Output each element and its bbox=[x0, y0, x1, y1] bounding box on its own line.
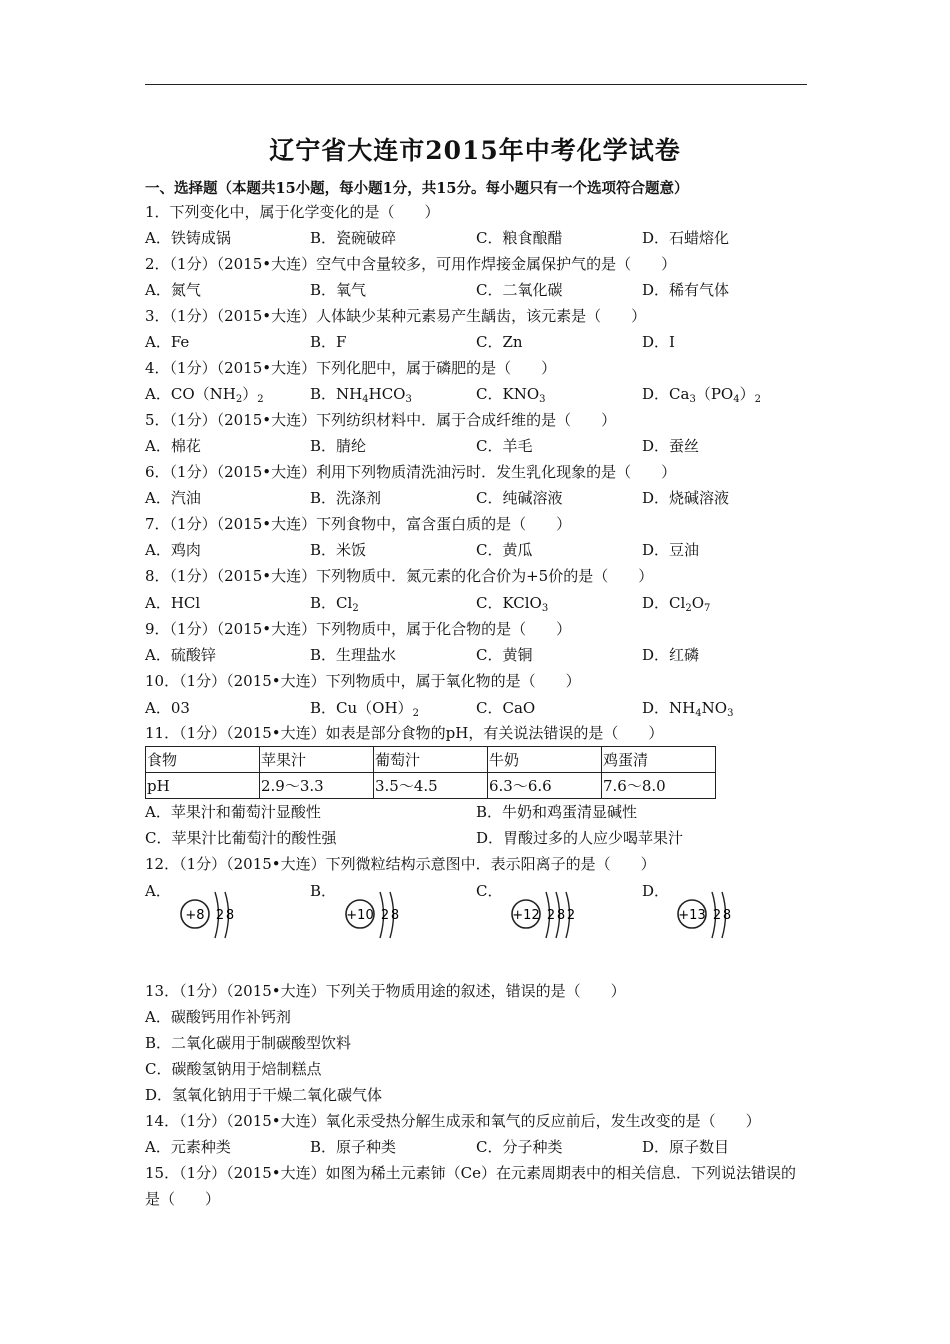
option-d[interactable]: D．I bbox=[642, 333, 675, 351]
header-rule bbox=[145, 84, 807, 85]
option-b[interactable]: B．洗涤剂 bbox=[310, 489, 382, 507]
option-d[interactable]: D．$Ca_3(PO_4)_2$ bbox=[642, 385, 761, 405]
option-c[interactable]: C．粮食酿醋 bbox=[476, 229, 563, 247]
nucleus-charge: +12 bbox=[512, 908, 540, 923]
option-c[interactable]: C．Zn bbox=[476, 333, 523, 351]
option-d[interactable]: D．$Cl_2O_7$ bbox=[642, 594, 711, 614]
electron-count: 2 bbox=[215, 908, 225, 923]
nucleus-charge: +13 bbox=[678, 908, 706, 923]
option-a[interactable]: A．汽油 bbox=[145, 489, 201, 507]
option-b[interactable]: B．二氧化碳用于制碳酸型饮料 bbox=[145, 1034, 352, 1052]
option-b[interactable]: B．生理盐水 bbox=[310, 646, 397, 664]
question-3: 3．（1分）（2015•大连）人体缺少某种元素易产生龋齿，该元素是（ ） bbox=[145, 307, 647, 325]
option-d[interactable]: D．$NH_4NO_3$ bbox=[642, 699, 734, 719]
option-d[interactable]: D．氢氧化钠用于干燥二氧化碳气体 bbox=[145, 1086, 383, 1104]
electron-count: 8 bbox=[722, 908, 732, 923]
option-c[interactable]: C． bbox=[476, 882, 503, 900]
option-d[interactable]: D．稀有气体 bbox=[642, 281, 730, 299]
option-d[interactable]: D．原子数目 bbox=[642, 1138, 730, 1156]
option-a[interactable]: A．03 bbox=[145, 699, 190, 717]
table-cell: 葡萄汁 bbox=[374, 747, 488, 773]
question-2: 2．（1分）（2015•大连）空气中含量较多，可用作焊接金属保护气的是（ ） bbox=[145, 255, 677, 273]
option-a[interactable]: A．鸡肉 bbox=[145, 541, 201, 559]
option-b[interactable]: B．瓷碗破碎 bbox=[310, 229, 397, 247]
atom-diagram-c bbox=[506, 886, 596, 946]
options-9 bbox=[145, 645, 807, 665]
table-cell: 食物 bbox=[146, 747, 260, 773]
table-row bbox=[146, 747, 716, 773]
option-a[interactable]: A．碳酸钙用作补钙剂 bbox=[145, 1008, 291, 1026]
option-d[interactable]: D．烧碱溶液 bbox=[642, 489, 730, 507]
question-1: 1．下列变化中，属于化学变化的是（ ） bbox=[145, 203, 440, 221]
question-10: 10．（1分）（2015•大连）下列物质中，属于氧化物的是（ ） bbox=[145, 672, 581, 690]
electron-count: 8 bbox=[225, 908, 235, 923]
question-4: 4．（1分）（2015•大连）下列化肥中，属于磷肥的是（ ） bbox=[145, 359, 557, 377]
option-b[interactable]: B．牛奶和鸡蛋清显碱性 bbox=[476, 803, 638, 821]
option-b[interactable]: B．原子种类 bbox=[310, 1138, 397, 1156]
option-c[interactable]: C．碳酸氢钠用于焙制糕点 bbox=[145, 1060, 322, 1078]
option-b[interactable]: B．F bbox=[310, 333, 347, 351]
option-b[interactable]: B． bbox=[310, 882, 337, 900]
atom-diagrams bbox=[145, 880, 807, 950]
question-15: 15．（1分）（2015•大连）如图为稀土元素铈（Ce）在元素周期表中的相关信息．下列说法错误的是（ ） bbox=[145, 1164, 797, 1208]
option-a[interactable]: A．氮气 bbox=[145, 281, 201, 299]
option-c[interactable]: C．KClO$_3$ bbox=[476, 594, 549, 614]
question-14: 14．（1分）（2015•大连）氧化汞受热分解生成汞和氧气的反应前后，发生改变的是（ ） bbox=[145, 1112, 761, 1130]
option-a[interactable]: A．元素种类 bbox=[145, 1138, 231, 1156]
options-1 bbox=[145, 228, 807, 248]
option-c[interactable]: C．苹果汁比葡萄汁的酸性强 bbox=[145, 829, 337, 847]
page-title: 辽宁省大连市2015年中考化学试卷 bbox=[269, 136, 681, 165]
electron-count: 2 bbox=[712, 908, 722, 923]
options-7 bbox=[145, 540, 807, 560]
option-d[interactable]: D．红磷 bbox=[642, 646, 700, 664]
option-c[interactable]: C．纯碱溶液 bbox=[476, 489, 563, 507]
table-cell: 2.9～3.3 bbox=[260, 773, 374, 799]
option-b[interactable]: B．$Cu(OH)_2$ bbox=[310, 699, 419, 719]
option-d[interactable]: D．蚕丝 bbox=[642, 437, 700, 455]
electron-count: 2 bbox=[566, 908, 576, 923]
question-11: 11．（1分）（2015•大连）如表是部分食物的pH，有关说法错误的是（ ） bbox=[145, 724, 664, 742]
options-11-row2 bbox=[145, 828, 807, 848]
option-b[interactable]: B．腈纶 bbox=[310, 437, 367, 455]
atom-diagram-d bbox=[672, 886, 752, 946]
options-11-row1 bbox=[145, 802, 807, 822]
options-6 bbox=[145, 488, 807, 508]
option-a[interactable]: A．Fe bbox=[145, 333, 190, 351]
table-cell: 牛奶 bbox=[488, 747, 602, 773]
options-10 bbox=[145, 698, 807, 718]
option-a[interactable]: A．铁铸成锅 bbox=[145, 229, 231, 247]
option-d[interactable]: D．胃酸过多的人应少喝苹果汁 bbox=[476, 829, 684, 847]
question-7: 7．（1分）（2015•大连）下列食物中，富含蛋白质的是（ ） bbox=[145, 515, 572, 533]
options-3 bbox=[145, 332, 807, 352]
atom-diagram-b bbox=[340, 886, 420, 946]
option-d[interactable]: D．豆油 bbox=[642, 541, 700, 559]
table-cell: pH bbox=[146, 773, 260, 799]
nucleus-charge: +10 bbox=[346, 908, 374, 923]
nucleus-charge: +8 bbox=[185, 908, 205, 923]
question-6: 6．（1分）（2015•大连）利用下列物质清洗油污时．发生乳化现象的是（ ） bbox=[145, 463, 677, 481]
option-b[interactable]: B．氧气 bbox=[310, 281, 367, 299]
question-8: 8．（1分）（2015•大连）下列物质中．氮元素的化合价为+5价的是（ ） bbox=[145, 567, 654, 585]
options-4 bbox=[145, 384, 807, 404]
options-2 bbox=[145, 280, 807, 300]
table-row bbox=[146, 773, 716, 799]
electron-count: 2 bbox=[380, 908, 390, 923]
table-cell: 鸡蛋清 bbox=[602, 747, 716, 773]
ph-table bbox=[145, 746, 716, 799]
atom-diagram-a bbox=[175, 886, 255, 946]
table-cell: 7.6～8.0 bbox=[602, 773, 716, 799]
table-cell: 6.3～6.6 bbox=[488, 773, 602, 799]
option-a[interactable]: A．苹果汁和葡萄汁显酸性 bbox=[145, 803, 321, 821]
table-cell: 苹果汁 bbox=[260, 747, 374, 773]
option-a[interactable]: A．棉花 bbox=[145, 437, 201, 455]
option-d[interactable]: D． bbox=[642, 882, 670, 900]
option-c[interactable]: C．羊毛 bbox=[476, 437, 533, 455]
option-c[interactable]: C．黄铜 bbox=[476, 646, 533, 664]
option-c[interactable]: C．黄瓜 bbox=[476, 541, 533, 559]
question-9: 9．（1分）（2015•大连）下列物质中，属于化合物的是（ ） bbox=[145, 620, 572, 638]
table-cell: 3.5～4.5 bbox=[374, 773, 488, 799]
electron-count: 8 bbox=[556, 908, 566, 923]
option-a[interactable]: A． bbox=[145, 882, 171, 900]
option-b[interactable]: B．$Cl_2$ bbox=[310, 594, 359, 614]
question-5: 5．（1分）（2015•大连）下列纺织材料中．属于合成纤维的是（ ） bbox=[145, 411, 617, 429]
option-a[interactable]: A．$CO(NH_2)_2$ bbox=[145, 385, 264, 405]
option-b[interactable]: B．米饭 bbox=[310, 541, 367, 559]
options-8 bbox=[145, 593, 807, 613]
question-13: 13．（1分）（2015•大连）下列关于物质用途的叙述，错误的是（ ） bbox=[145, 982, 626, 1000]
option-a[interactable]: A．硫酸锌 bbox=[145, 646, 216, 664]
question-12: 12．（1分）（2015•大连）下列微粒结构示意图中．表示阳离子的是（ ） bbox=[145, 855, 656, 873]
section-heading: 一、选择题（本题共15小题，每小题1分，共15分。每小题只有一个选项符合题意） bbox=[145, 180, 689, 197]
option-a[interactable]: A．HCl bbox=[145, 594, 201, 612]
option-c[interactable]: C．$KNO_3$ bbox=[476, 385, 546, 405]
options-5 bbox=[145, 436, 807, 456]
electron-count: 8 bbox=[390, 908, 400, 923]
option-b[interactable]: B．$NH_4HCO_3$ bbox=[310, 385, 412, 405]
option-c[interactable]: C．二氧化碳 bbox=[476, 281, 563, 299]
options-14 bbox=[145, 1137, 807, 1157]
option-d[interactable]: D．石蜡熔化 bbox=[642, 229, 730, 247]
electron-count: 2 bbox=[546, 908, 556, 923]
option-c[interactable]: C．CaO bbox=[476, 699, 536, 717]
option-c[interactable]: C．分子种类 bbox=[476, 1138, 563, 1156]
